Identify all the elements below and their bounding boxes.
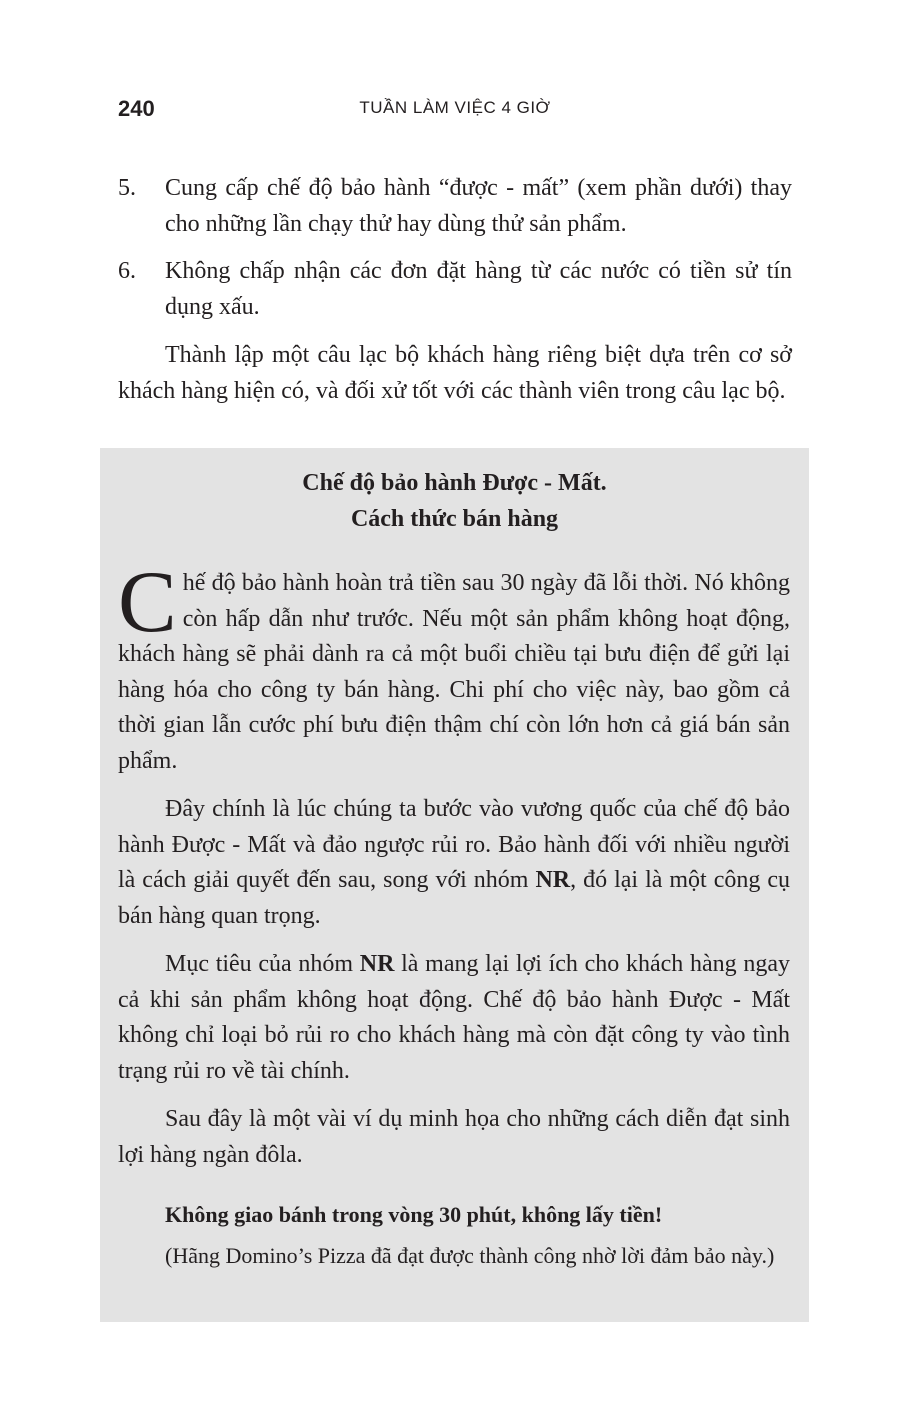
box-body: [118, 554, 790, 1186]
example-slogan: Không giao bánh trong vòng 30 phút, không lấy tiền!: [165, 1202, 663, 1227]
box-paragraph-4: Sau đây là một vài ví dụ minh họa cho những cách diễn đạt sinh lợi hàng ngàn đôla.: [118, 1106, 790, 1168]
box-paragraph-3-text: Mục tiêu của nhóm: [165, 951, 360, 977]
body-paragraph: Thành lập một câu lạc bộ khách hàng riêng biệt dựa trên cơ sở khách hàng hiện có, và đối xử tốt với các thành viên trong câu lạc bộ.: [118, 342, 792, 404]
list-item-number: 6.: [118, 258, 136, 284]
box-title-line-1: Chế độ bảo hành Được - Mất.: [302, 470, 607, 496]
box-paragraph-1: [118, 554, 790, 779]
box-title: [100, 465, 809, 537]
sidebar-box: [100, 448, 809, 1322]
box-paragraph-2-text-end: , đó lại là một công cụ bán hàng quan trọng.: [118, 867, 790, 929]
box-paragraph-3: [118, 947, 790, 1089]
list-item: [118, 253, 792, 325]
page-number: 240: [118, 96, 155, 121]
list-item: [118, 170, 792, 242]
nr-emphasis: NR: [535, 867, 571, 893]
box-paragraph-2-text: Đây chính là lúc chúng ta bước vào vương quốc của chế độ bảo hành Được - Mất và đảo ngược rủi ro. Bảo hành đối với nhiều người là cách giải quyết đến sau, song với nhóm: [118, 796, 790, 893]
list-item-text: Không chấp nhận các đơn đặt hàng từ các nước có tiền sử tín dụng xấu.: [165, 258, 792, 320]
running-head: TUẦN LÀM VIỆC 4 GIỜ: [359, 98, 551, 117]
box-paragraph-2: [118, 792, 790, 934]
example-note: (Hãng Domino’s Pizza đã đạt được thành công nhờ lời đảm bảo này.): [165, 1243, 775, 1268]
drop-cap: C: [118, 554, 177, 651]
numbered-list: [118, 170, 792, 336]
list-item-number: 5.: [118, 175, 136, 201]
box-paragraph-1-text: hế độ bảo hành hoàn trả tiền sau 30 ngày đã lỗi thời. Nó không còn hấp dẫn như trước. Nếu một sản phẩm không hoạt động, khách hàng sẽ phải dành ra cả một buổi chiều tại bưu điện để gửi lại hàng hóa cho công ty bán hàng. Chi phí cho việc này, bao gồm cả thời gian lẫn cước phí bưu điện thậm chí còn lớn hơn cả giá bán sản phẩm.: [118, 570, 790, 774]
box-paragraph-3-text-end: là mang lại lợi ích cho khách hàng ngay cả khi sản phẩm không hoạt động. Chế độ bảo hành Được - Mất không chỉ loại bỏ rủi ro cho khách hàng mà còn đặt công ty vào tình trạng rủi ro về tài chính.: [118, 951, 790, 1084]
nr-emphasis: NR: [359, 951, 395, 977]
list-item-text: Cung cấp chế độ bảo hành “được - mất” (xem phần dưới) thay cho những lần chạy thử hay dùng thử sản phẩm.: [165, 175, 792, 237]
box-title-line-2: Cách thức bán hàng: [350, 506, 559, 532]
